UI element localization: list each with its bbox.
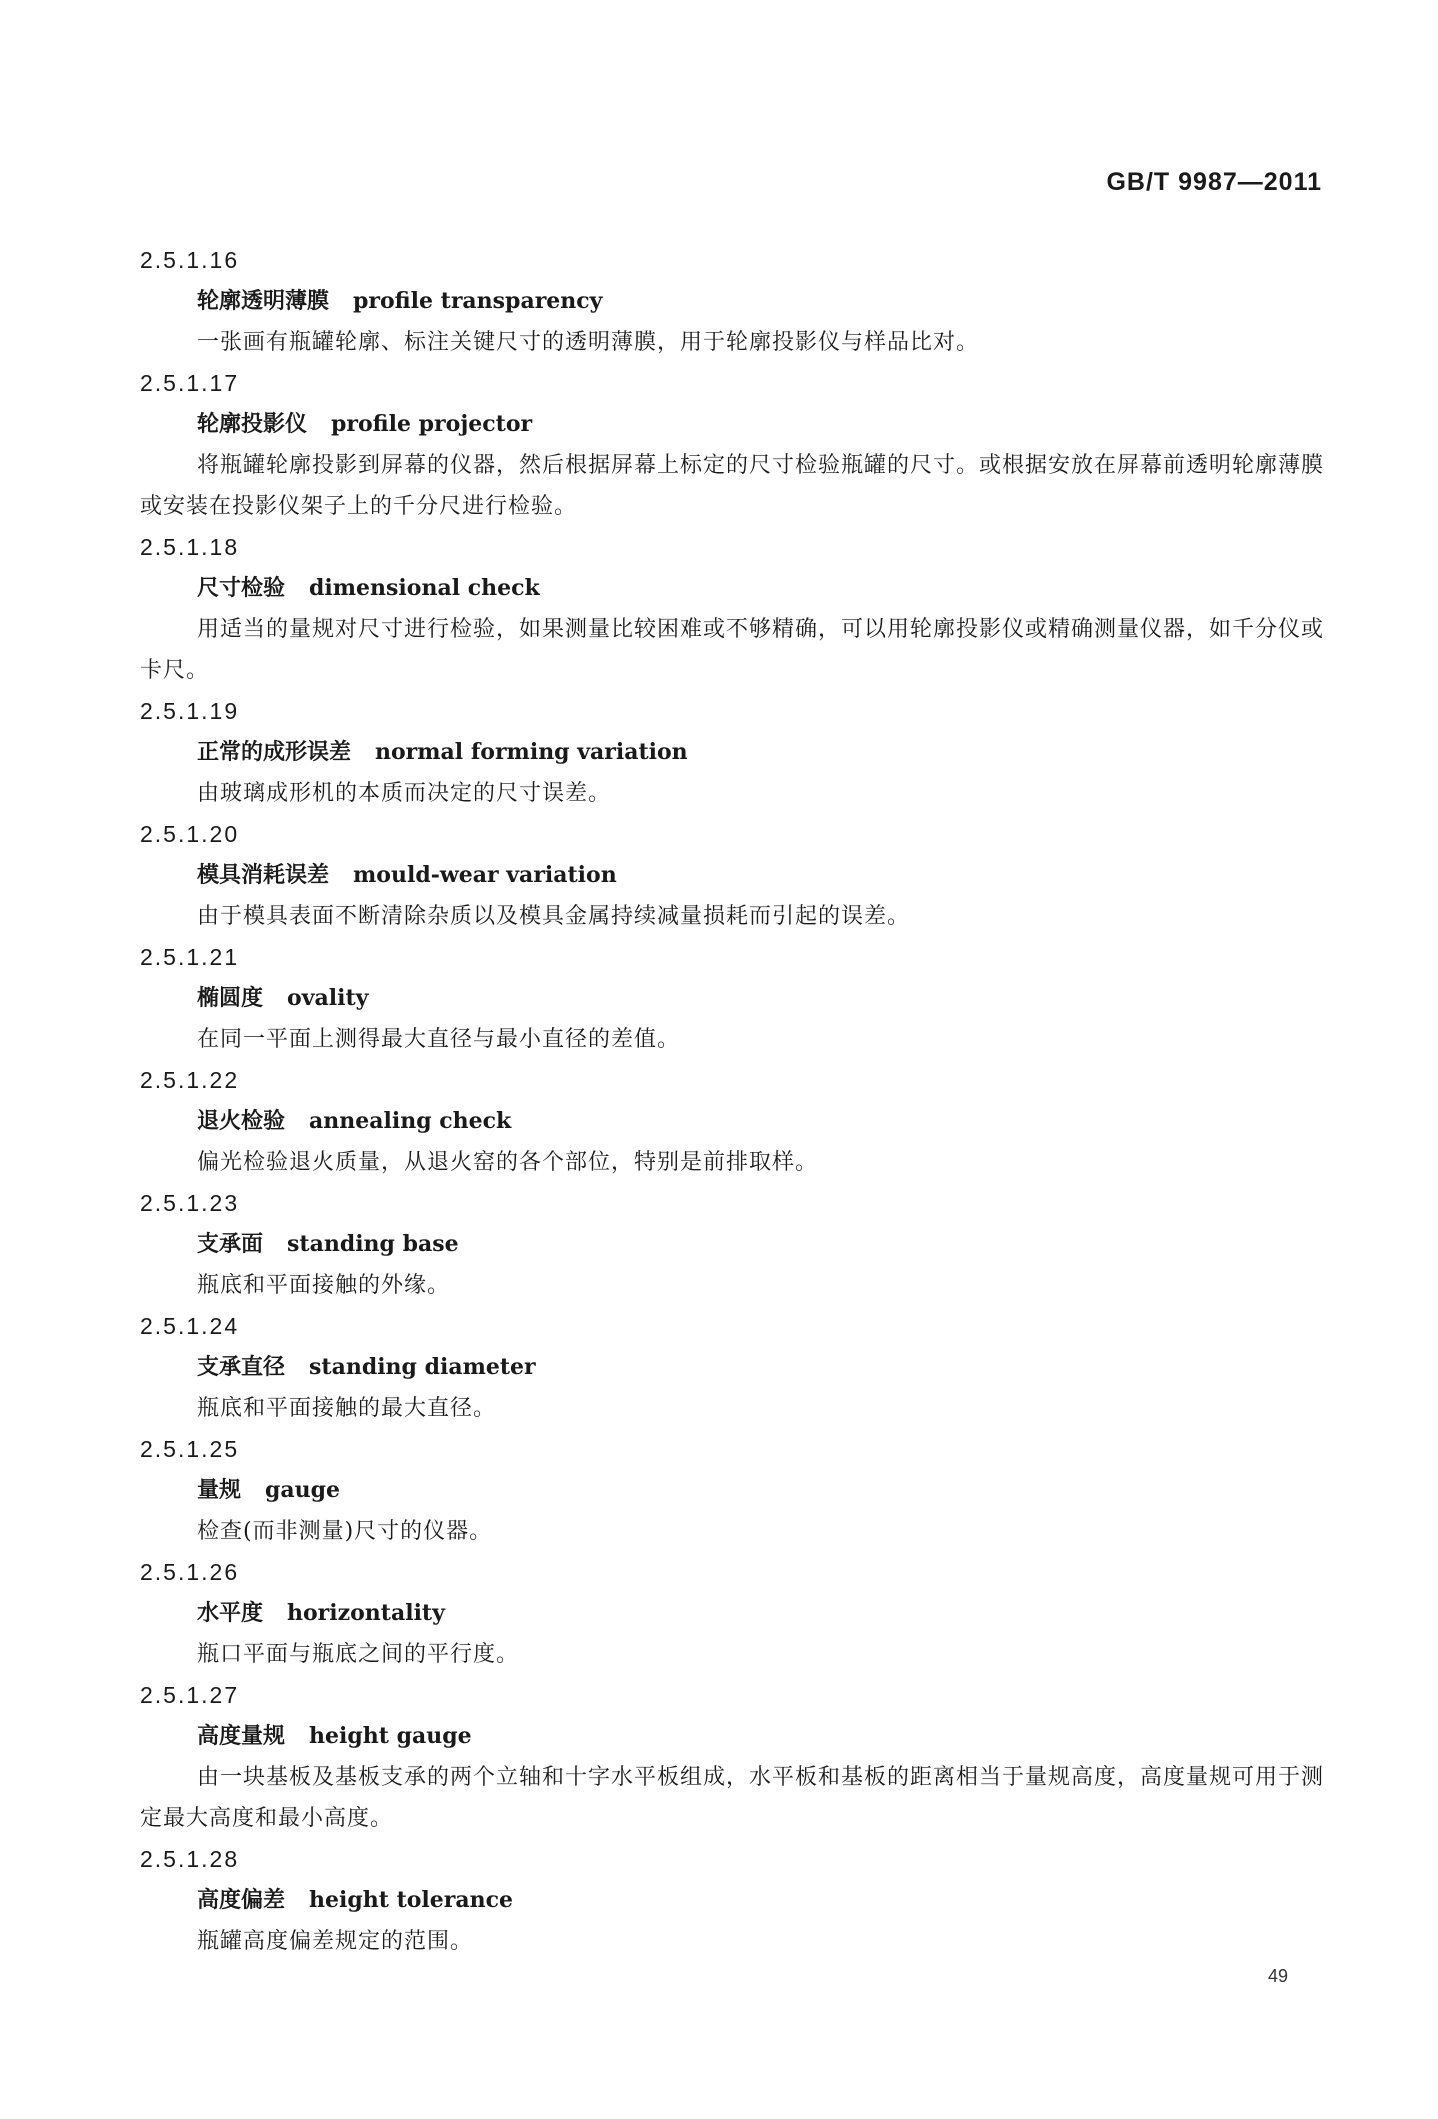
term-entry — [140, 240, 1330, 363]
entry-title — [140, 1224, 1330, 1265]
entry-definition: 用适当的量规对尺寸进行检验，如果测量比较困难或不够精确，可以用轮廓投影仪或精确测量仪器，如千分仪或卡尺。 — [140, 617, 1325, 683]
term-entry — [140, 1306, 1330, 1429]
entry-title — [140, 281, 1330, 322]
term-zh: 轮廓投影仪 — [197, 411, 308, 437]
entry-title — [140, 1593, 1330, 1634]
entry-title — [140, 732, 1330, 773]
entry-number: 2.5.1.18 — [140, 534, 240, 560]
term-en: horizontality — [287, 1600, 445, 1626]
term-zh: 水平度 — [197, 1600, 264, 1626]
entry-number: 2.5.1.23 — [140, 1190, 240, 1216]
term-list — [140, 240, 1330, 1962]
entry-number: 2.5.1.27 — [140, 1682, 240, 1708]
entry-number: 2.5.1.20 — [140, 821, 240, 847]
entry-definition: 瓶口平面与瓶底之间的平行度。 — [197, 1642, 520, 1667]
term-entry — [140, 1429, 1330, 1552]
term-en: normal forming variation — [375, 739, 688, 765]
term-zh: 高度偏差 — [197, 1887, 286, 1913]
entry-number: 2.5.1.22 — [140, 1067, 240, 1093]
term-entry — [140, 691, 1330, 814]
entry-definition: 由一块基板及基板支承的两个立轴和十字水平板组成，水平板和基板的距离相当于量规高度，高度量规可用于测定最大高度和最小高度。 — [140, 1765, 1325, 1831]
entry-title — [140, 978, 1330, 1019]
term-entry — [140, 1060, 1330, 1183]
term-entry — [140, 1552, 1330, 1675]
term-entry — [140, 363, 1330, 527]
entry-number: 2.5.1.26 — [140, 1559, 240, 1585]
term-entry — [140, 937, 1330, 1060]
entry-number: 2.5.1.28 — [140, 1846, 240, 1872]
entry-title — [140, 1470, 1330, 1511]
entry-definition: 瓶罐高度偏差规定的范围。 — [197, 1929, 474, 1954]
entry-number: 2.5.1.24 — [140, 1313, 240, 1339]
term-zh: 支承直径 — [197, 1354, 286, 1380]
term-zh: 支承面 — [197, 1231, 264, 1257]
entry-title — [140, 1101, 1330, 1142]
term-en: gauge — [265, 1477, 341, 1503]
term-en: dimensional check — [309, 575, 540, 601]
term-zh: 高度量规 — [197, 1723, 286, 1749]
standard-code: GB/T 9987—2011 — [1106, 168, 1322, 196]
entry-title — [140, 568, 1330, 609]
term-en: height tolerance — [309, 1887, 513, 1913]
term-zh: 椭圆度 — [197, 985, 264, 1011]
term-entry — [140, 1183, 1330, 1306]
entry-definition: 将瓶罐轮廓投影到屏幕的仪器，然后根据屏幕上标定的尺寸检验瓶罐的尺寸。或根据安放在屏幕前透明轮廓薄膜或安装在投影仪架子上的千分尺进行检验。 — [140, 453, 1325, 519]
term-zh: 正常的成形误差 — [197, 739, 352, 765]
entry-number: 2.5.1.16 — [140, 247, 240, 273]
term-entry — [140, 814, 1330, 937]
entry-number: 2.5.1.21 — [140, 944, 240, 970]
entry-title — [140, 404, 1330, 445]
entry-title — [140, 1880, 1330, 1921]
entry-definition: 瓶底和平面接触的最大直径。 — [197, 1396, 497, 1421]
entry-definition: 偏光检验退火质量，从退火窑的各个部位，特别是前排取样。 — [197, 1150, 819, 1175]
entry-number: 2.5.1.19 — [140, 698, 240, 724]
entry-title — [140, 855, 1330, 896]
term-en: ovality — [287, 985, 369, 1011]
term-zh: 退火检验 — [197, 1108, 286, 1134]
term-entry — [140, 1839, 1330, 1962]
term-entry — [140, 527, 1330, 691]
entry-definition: 瓶底和平面接触的外缘。 — [197, 1273, 451, 1298]
entry-title — [140, 1716, 1330, 1757]
term-en: profile projector — [331, 411, 533, 437]
entry-definition: 由玻璃成形机的本质而决定的尺寸误差。 — [197, 781, 612, 806]
entry-definition: 一张画有瓶罐轮廓、标注关键尺寸的透明薄膜，用于轮廓投影仪与样品比对。 — [197, 330, 980, 355]
entry-number: 2.5.1.25 — [140, 1436, 240, 1462]
term-zh: 轮廓透明薄膜 — [197, 288, 330, 314]
entry-title — [140, 1347, 1330, 1388]
term-zh: 模具消耗误差 — [197, 862, 330, 888]
entry-definition: 在同一平面上测得最大直径与最小直径的差值。 — [197, 1027, 681, 1052]
term-zh: 量规 — [197, 1477, 242, 1503]
term-en: standing diameter — [309, 1354, 536, 1380]
term-en: standing base — [287, 1231, 459, 1257]
term-en: mould-wear variation — [353, 862, 617, 888]
page-number: 49 — [1268, 1966, 1289, 1986]
entry-number: 2.5.1.17 — [140, 370, 240, 396]
term-en: height gauge — [309, 1723, 472, 1749]
term-en: annealing check — [309, 1108, 512, 1134]
term-zh: 尺寸检验 — [197, 575, 286, 601]
entry-definition: 由于模具表面不断清除杂质以及模具金属持续减量损耗而引起的误差。 — [197, 904, 911, 929]
entry-definition: 检查(而非测量)尺寸的仪器。 — [197, 1519, 493, 1544]
term-entry — [140, 1675, 1330, 1839]
term-en: profile transparency — [353, 288, 603, 314]
